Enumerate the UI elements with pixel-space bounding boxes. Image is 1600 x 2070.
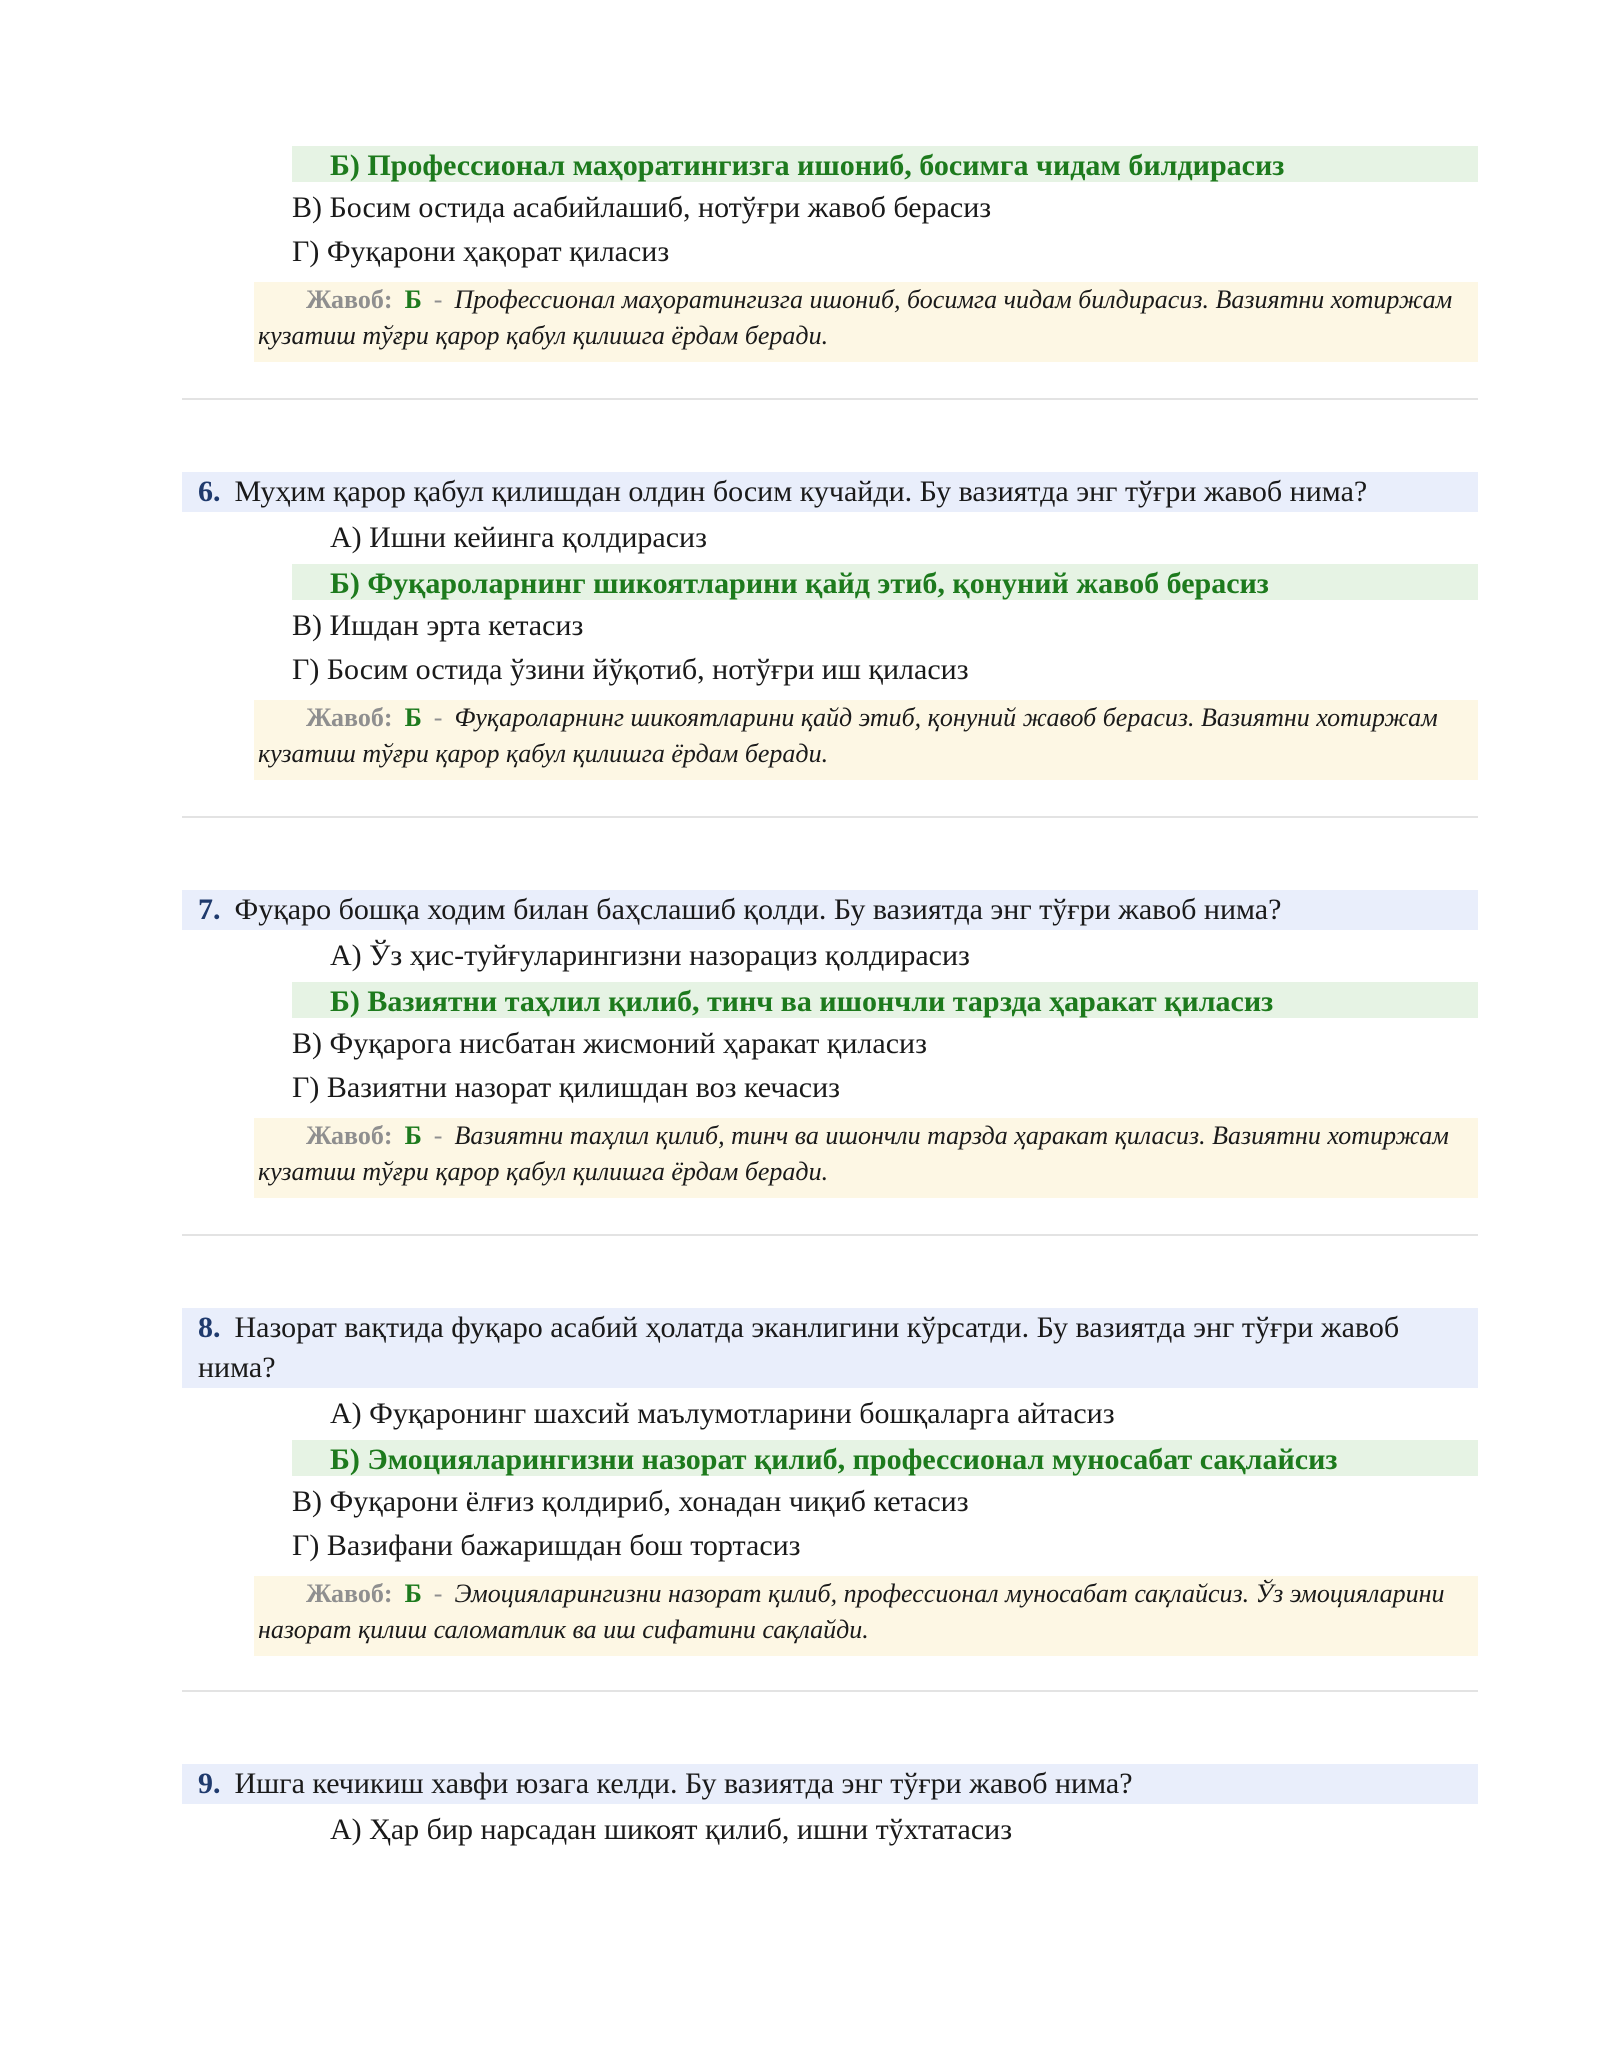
answer-dash: - [433, 285, 443, 314]
question-header [182, 1308, 1478, 1388]
option-g: Г) Фуқарони ҳақорат қиласиз [292, 235, 670, 268]
answer-label: Жавоб: [306, 1579, 393, 1608]
question-text: Фуқаро бошқа ходим билан баҳслашиб қолди. Бу вазиятда энг тўғри жавоб нима? [234, 893, 1282, 926]
option-a: А) Ҳар бир нарсадан шикоят қилиб, ишни тўхтатасиз [330, 1813, 1013, 1846]
option-a: А) Ўз ҳис-туйғуларингизни назорациз қолдирасиз [330, 939, 970, 972]
option-b-correct: Б) Профессионал маҳоратингизга ишониб, босимга чидам билдирасиз [292, 146, 1478, 182]
answer-letter: Б [404, 1579, 422, 1608]
divider [182, 398, 1478, 400]
answer-dash: - [433, 1121, 443, 1150]
question-header [182, 1764, 1478, 1804]
option-g: Г) Вазиятни назорат қилишдан воз кечасиз [292, 1071, 840, 1104]
question-header [182, 472, 1478, 512]
option-g: Г) Босим остида ўзини йўқотиб, нотўғри иш қиласиз [292, 653, 969, 686]
option-v: В) Босим остида асабийлашиб, нотўғри жавоб берасиз [292, 191, 992, 224]
question-header [182, 890, 1478, 930]
option-b-correct: Б) Эмоцияларингизни назорат қилиб, профессионал муносабат сақлайсиз [292, 1440, 1478, 1476]
answer-box [254, 282, 1478, 362]
question-text: Муҳим қарор қабул қилишдан олдин босим кучайди. Бу вазиятда энг тўғри жавоб нима? [234, 475, 1368, 508]
answer-label: Жавоб: [306, 703, 393, 732]
option-b-correct: Б) Фуқароларнинг шикоятларини қайд этиб, қонуний жавоб берасиз [292, 564, 1478, 600]
option-v: В) Фуқарони ёлғиз қолдириб, хонадан чиқиб кетасиз [292, 1485, 969, 1518]
option-g: Г) Вазифани бажаришдан бош тортасиз [292, 1529, 801, 1562]
answer-box [254, 700, 1478, 780]
divider [182, 816, 1478, 818]
answer-label: Жавоб: [306, 1121, 393, 1150]
divider [182, 1690, 1478, 1692]
answer-label: Жавоб: [306, 285, 393, 314]
answer-dash: - [433, 1579, 443, 1608]
answer-dash: - [433, 703, 443, 732]
option-v: В) Ишдан эрта кетасиз [292, 609, 584, 642]
answer-text: Профессионал маҳоратингизга ишониб, босимга чидам билдирасиз. Вазиятни хотиржам кузатиш тўғри қарор қабул қилишга ёрдам беради. [258, 285, 1453, 350]
answer-letter: Б [404, 1121, 422, 1150]
answer-box [254, 1576, 1478, 1656]
option-a: А) Ишни кейинга қолдирасиз [330, 521, 707, 554]
answer-text: Эмоцияларингизни назорат қилиб, профессионал муносабат сақлайсиз. Ўз эмоцияларини назорат қилиш саломатлик ва иш сифатини сақлайди. [258, 1579, 1445, 1644]
question-text: Назорат вақтида фуқаро асабий ҳолатда эканлигини кўрсатди. Бу вазиятда энг тўғри жавоб нима? [198, 1311, 1400, 1384]
question-number: 7. [198, 893, 221, 926]
question-number: 6. [198, 475, 221, 508]
answer-letter: Б [404, 285, 422, 314]
divider [182, 1234, 1478, 1236]
answer-text: Фуқароларнинг шикоятларини қайд этиб, қонуний жавоб берасиз. Вазиятни хотиржам кузатиш тўғри қарор қабул қилишга ёрдам беради. [258, 703, 1438, 768]
question-text: Ишга кечикиш хавфи юзага келди. Бу вазиятда энг тўғри жавоб нима? [234, 1767, 1133, 1800]
option-b-correct: Б) Вазиятни таҳлил қилиб, тинч ва ишончли тарзда ҳаракат қиласиз [292, 982, 1478, 1018]
option-a: А) Фуқаронинг шахсий маълумотларини бошқаларга айтасиз [330, 1397, 1115, 1430]
answer-box [254, 1118, 1478, 1198]
option-v: В) Фуқарога нисбатан жисмоний ҳаракат қиласиз [292, 1027, 927, 1060]
question-number: 8. [198, 1311, 221, 1344]
answer-letter: Б [404, 703, 422, 732]
question-number: 9. [198, 1767, 221, 1800]
answer-text: Вазиятни таҳлил қилиб, тинч ва ишончли тарзда ҳаракат қиласиз. Вазиятни хотиржам кузатиш тўғри қарор қабул қилишга ёрдам беради. [258, 1121, 1449, 1186]
